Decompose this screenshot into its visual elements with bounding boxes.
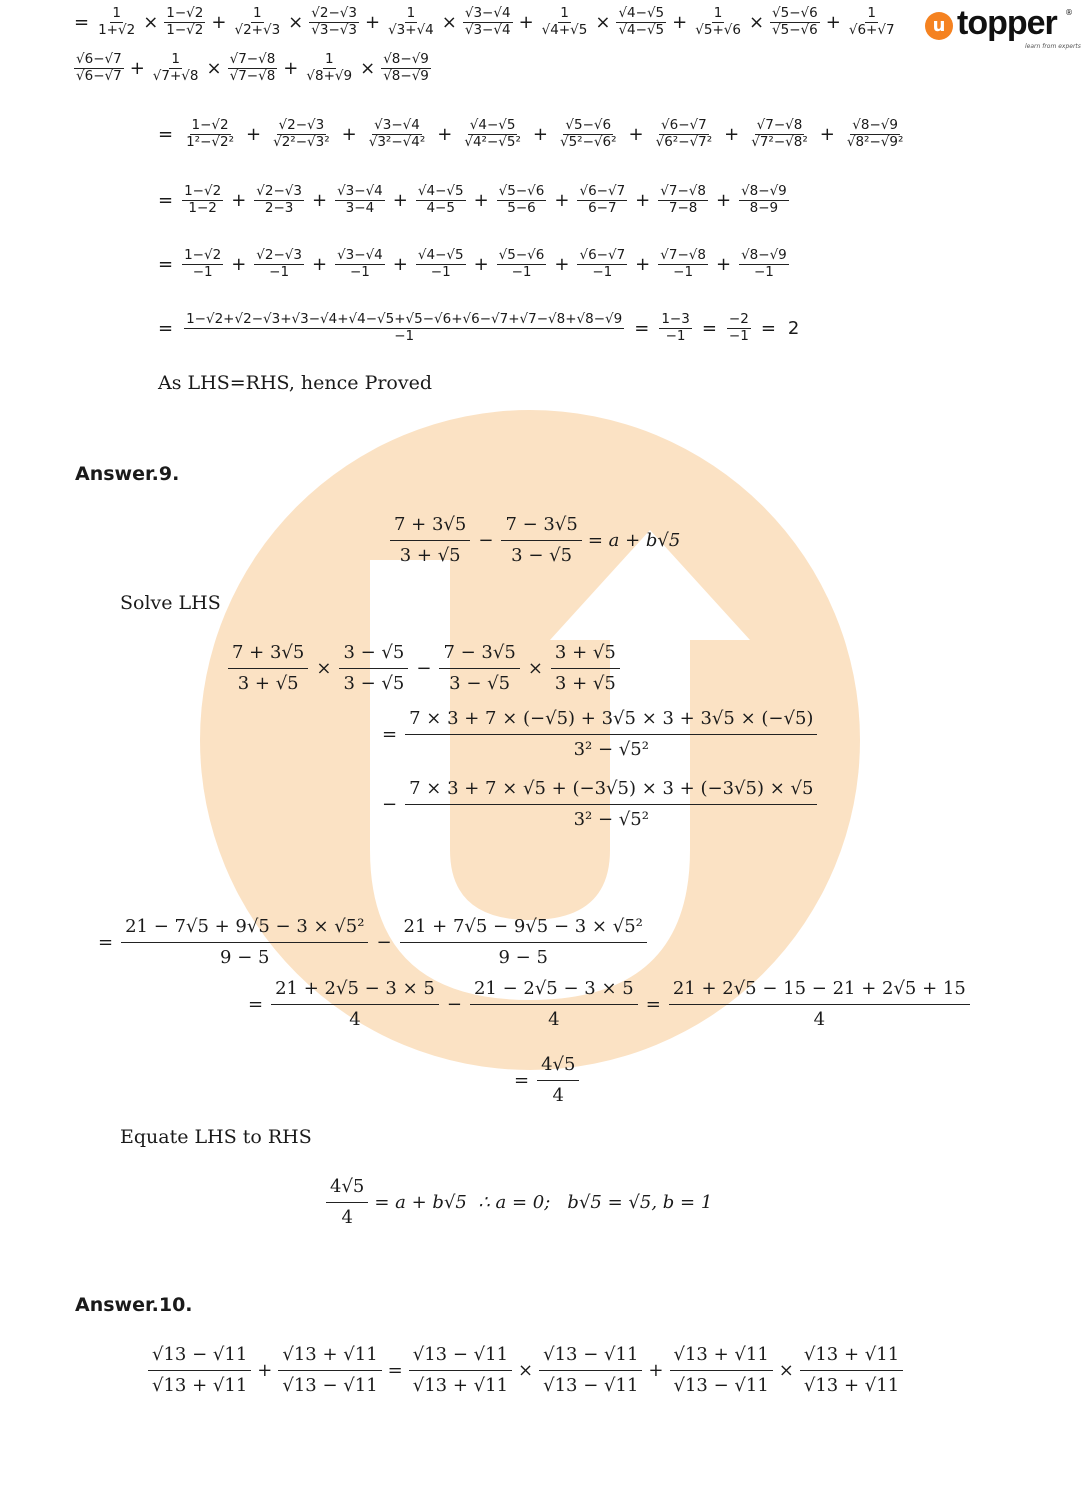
fraction-num: 1 [324,51,334,67]
fraction-num: 21 − 2√5 − 3 × 5 [470,974,638,1005]
fraction-den: 5−6 [507,199,536,216]
fraction-den: −1 [511,263,532,280]
fraction-num: 21 − 7√5 + 9√5 − 3 × √5² [121,912,368,943]
fraction-den: −1 [592,263,613,280]
fraction-den: 4 [349,1008,361,1030]
fraction-den: √3²−√4² [368,133,426,150]
fraction-den: −1 [753,263,774,280]
fraction-den: √5−√6 [772,21,818,38]
fraction-den: 4−5 [426,199,455,216]
fraction-den: 8−9 [749,199,779,216]
fraction-num: 1 [867,5,876,21]
logo-tagline: learn from experts [1025,43,1081,50]
fraction-num: 1 [406,5,416,21]
fraction-den: 3−4 [345,199,375,216]
topper-logo[interactable] [925,6,1085,54]
result-value: 2 [787,317,800,339]
fraction-den: 1²−√2² [186,133,235,150]
q8-step2: = $\frac{1-√2}{1-2}$ + $\frac{√2-√3}{2-3}$ + $\frac{√3-√4}{3-4}$ + $\frac{√4-√5}{4-5}$ + $\frac{√5-√6}{5-6}$ + $\frac{√6-√7}{6-7}$ + $\frac{√7-√8}{7-8}$ + $\frac{√8-√9}{8-9}$ [158,183,787,216]
fraction-den: 3 + √5 [399,544,461,566]
fraction-den: √2²−√3² [273,133,330,150]
fraction-den: 2−3 [264,199,294,216]
fraction-den: −1 [394,327,415,344]
fraction-den: 1−2 [188,199,217,216]
fraction-den: √6+√7 [848,21,895,38]
fraction-den: −1 [673,263,694,280]
fraction-num: √13 − √11 [409,1340,512,1371]
fraction-num: √4−√5 [469,117,516,133]
fraction-den: √3−√3 [311,21,357,38]
fraction-num: √7−√8 [229,51,276,67]
q9-rationalize: $\frac{7 + 3√5}{3 + √5}$ × $\frac{3 - √5}{3 - √5}$ − $\frac{7 - 3√5}{3 - √5}$ × $\frac{3 + √5}{3 + √5}$ [228,638,620,699]
fraction-num: √13 − √11 [148,1340,251,1371]
answer-9-heading: Answer.9. [75,463,180,485]
fraction-den: √6−√7 [76,67,122,84]
fraction-num: −2 [728,311,749,327]
q9-step4: = $\frac{21 + 2√5 - 3 \times 5}{4}$ − $\frac{21 - 2√5 - 3 \times 5}{4}$ = $\frac{21 + 2√5 - 15 - 21 + 2√5 + 15}{4}$ [246,974,970,1035]
fraction-den: 3 + √5 [554,672,616,694]
q8-conclusion: As LHS=RHS, hence Proved [158,372,433,394]
fraction-den: 9 − 5 [220,946,270,968]
fraction-den: √4²−√5² [464,133,521,150]
fraction-num: √3−√4 [337,183,383,199]
fraction-num: √6−√7 [76,51,122,67]
given-rhs: = a + b√5 [587,529,681,551]
equate-label: Equate LHS to RHS [120,1126,312,1148]
fraction-num: √6−√7 [579,247,626,263]
fraction-num: 7 × 3 + 7 × √5 + (−3√5) × 3 + (−3√5) × √5 [405,774,817,805]
fraction-num: 1−√2 [184,183,222,199]
fraction-den: 4 [548,1008,560,1030]
fraction-den: √3+√4 [388,21,434,38]
fraction-num: 7 − 3√5 [501,510,581,541]
fraction-den: −1 [269,263,290,280]
fraction-num: √13 + √11 [800,1340,903,1371]
fraction-num: 1 [171,51,180,67]
fraction-num: √13 + √11 [278,1340,381,1371]
fraction-num: √3−√4 [374,117,420,133]
fraction-den: √8²−√9² [846,133,904,150]
fraction-den: √4−√5 [618,21,665,38]
fraction-num: √2−√3 [278,117,325,133]
fraction-num: √4−√5 [417,183,464,199]
fraction-den: 4 [552,1084,564,1106]
fraction-num: √2−√3 [256,183,302,199]
fraction-num: 4√5 [537,1050,579,1081]
q8-step4: = $\frac{1-√2+√2-√3+√3-√4+√4-√5+√5-√6+√6-√7+√7-√8+√8-√9}{-1}$ = $\frac{1-3}{-1}$ = $\frac{-2}{-1}$ = 2 [158,311,800,344]
fraction-num: 3 + √5 [551,638,620,669]
fraction-den: −1 [349,263,370,280]
fraction-num: 3 − √5 [339,638,408,669]
fraction-den: −1 [430,263,451,280]
logo-name: topper [957,4,1057,42]
fraction-den: √13 − √11 [282,1374,378,1396]
fraction-num: 7 + 3√5 [390,510,470,541]
answer-10-heading: Answer.10. [75,1294,193,1316]
fraction-num: 1 [713,5,723,21]
fraction-den: 6−7 [588,199,617,216]
fraction-num: 1−√2+√2−√3+√3−√4+√4−√5+√5−√6+√6−√7+√7−√8+√8−√9 [186,311,623,327]
fraction-den: √7²−√8² [751,133,808,150]
fraction-num: 1−√2 [184,247,222,263]
fraction-den: 3² − √5² [573,738,649,760]
q8-expression-row2: $\frac{√6-√7}{√6-√7}$ + $\frac{1}{√7+√8}$ × $\frac{√7-√8}{√7-√8}$ + $\frac{1}{√8+√9}$ × $\frac{√8-√9}{√8-√9}$ [76,51,429,84]
fraction-den: −1 [665,327,686,344]
fraction-den: −1 [728,327,749,344]
fraction-num: 1 [253,5,262,21]
fraction-num: 1−√2 [166,5,204,21]
fraction-den: 3 − √5 [449,672,511,694]
fraction-num: √6−√7 [579,183,626,199]
fraction-den: √13 + √11 [803,1374,900,1396]
fraction-num: 7 − 3√5 [439,638,519,669]
fraction-num: √4−√5 [417,247,464,263]
solve-lhs-label: Solve LHS [120,592,221,614]
fraction-num: 21 + 7√5 − 9√5 − 3 × √5² [400,912,647,943]
fraction-num: 1 [112,5,121,21]
fraction-num: √5−√6 [498,247,545,263]
fraction-den: 4 [813,1008,826,1030]
q9-step3: = $\frac{\text{21 − 7√5 + 9√5 − 3 × √5²}}{9 - 5}$ − $\frac{\text{21 + 7√5 − 9√5 − 3 × √5²}}{9 - 5}$ [96,912,647,973]
fraction-den: 3 − √5 [343,672,405,694]
fraction-num: 21 + 2√5 − 3 × 5 [271,974,439,1005]
fraction-num: √13 − √11 [539,1340,642,1371]
q10-expression: $\frac{√13 - √11}{√13 + √11}$ + $\frac{√13 + √11}{√13 - √11}$ = $\frac{√13 - √11}{√13 + √11}$ × $\frac{√13 - √11}{√13 - √11}$ + $\frac{√13 + √11}{√13 - √11}$ × $\frac{√13 + √11}{√13 + √11}$ [148,1340,903,1401]
fraction-den: √13 − √11 [543,1374,639,1396]
q8-step1: = $\frac{1-√2}{\text{1²−√2²}}$ + $\frac{√2-√3}{\text{√2²−√3²}}$ + $\frac{√3-√4}{\text{√3²−√4²}}$ + $\frac{√4-√5}{\text{√4²−√5²}}$ + $\frac{√5-√6}{\text{√5²−√6²}}$ + $\frac{√6-√7}{\text{√6²−√7²}}$ + $\frac{√7-√8}{\text{√7²−√8²}}$ + $\frac{√8-√9}{\text{√8²−√9²}}$ [158,117,904,150]
fraction-num: √8−√9 [852,117,898,133]
fraction-num: √8−√9 [741,183,787,199]
fraction-den: √6²−√7² [655,133,713,150]
fraction-num: √3−√4 [337,247,383,263]
fraction-den: 7−8 [668,199,698,216]
q9-expand-1: = $\frac{7 \times 3 + 7 \times (-√5) + 3√5 \times 3 + 3√5 \times (-√5)}{\text{3² − √5²}}$ [380,704,817,765]
fraction-num: √8−√9 [741,247,787,263]
fraction-den: 4 [341,1206,353,1228]
fraction-num: 1−√2 [191,117,229,133]
q9-given: $\frac{7 + 3√5}{3 + √5}$ − $\frac{7 - 3√5}{3 - √5}$ = a + b√5 [390,510,680,571]
fraction-den: √5²−√6² [559,133,617,150]
fraction-den: √7−√8 [229,67,276,84]
logo-icon: u [925,12,953,40]
fraction-num: √7−√8 [756,117,803,133]
fraction-den: 3² − √5² [573,808,649,830]
fraction-den: √13 + √11 [152,1374,248,1396]
fraction-num: √3−√4 [464,5,511,21]
fraction-num: √7−√8 [660,247,706,263]
fraction-den: √5+√6 [695,21,741,38]
fraction-den: √8−√9 [383,67,429,84]
fraction-den: √2+√3 [234,21,281,38]
fraction-num: 7 + 3√5 [228,638,308,669]
q8-expression-row1: = $\frac{1}{1+√2}$ × $\frac{1-√2}{1-√2}$ + $\frac{1}{√2+√3}$ × $\frac{√2-√3}{√3-√3}$ + $\frac{1}{√3+√4}$ × $\frac{√3-√4}{√3-√4}$ + $\frac{1}{√4+√5}$ × $\frac{√4-√5}{√4-√5}$ + $\frac{1}{√5+√6}$ × $\frac{√5-√6}{√5-√6}$ + $\frac{1}{√6+√7}$ [74,5,895,38]
fraction-den: 3 − √5 [511,544,573,566]
fraction-den: √13 + √11 [412,1374,509,1396]
fraction-den: 3 + √5 [237,672,299,694]
q9-final [326,1172,712,1233]
fraction-num: 4√5 [326,1172,368,1203]
fraction-num: √13 + √11 [670,1340,773,1371]
q8-step3: = $\frac{1-√2}{-1}$ + $\frac{√2-√3}{-1}$ + $\frac{√3-√4}{-1}$ + $\frac{√4-√5}{-1}$ + $\frac{√5-√6}{-1}$ + $\frac{√6-√7}{-1}$ + $\frac{√7-√8}{-1}$ + $\frac{√8-√9}{-1}$ [158,247,787,280]
fraction-num: 7 × 3 + 7 × (−√5) + 3√5 × 3 + 3√5 × (−√5) [405,704,817,735]
fraction-den: 9 − 5 [498,946,548,968]
logo-registered-mark: ® [1065,8,1073,17]
fraction-den: −1 [192,263,213,280]
q9-expand-2: − $\frac{7 \times 3 + 7 \times √5 + (-3√5) \times 3 + (-3√5) \times √5}{\text{3² − √5²}}$ [380,774,817,835]
fraction-num: √7−√8 [660,183,706,199]
fraction-den: 1+√2 [98,21,136,38]
fraction-num: √4−√5 [618,5,665,21]
fraction-den: √4+√5 [541,21,588,38]
fraction-num: 1−3 [661,311,690,327]
final-statement: = a + b√5 ∴ a = 0; b√5 = √5, b = 1 [374,1191,713,1213]
fraction-den: √3−√4 [464,21,511,38]
fraction-num: √8−√9 [383,51,429,67]
fraction-num: √5−√6 [772,5,818,21]
q9-step5: = $\frac{4√5}{4}$ [512,1050,579,1111]
fraction-num: √2−√3 [311,5,357,21]
fraction-num: √6−√7 [661,117,707,133]
fraction-num: √5−√6 [565,117,612,133]
fraction-den: √7+√8 [152,67,199,84]
fraction-den: √13 − √11 [673,1374,769,1396]
fraction-num: 21 + 2√5 − 15 − 21 + 2√5 + 15 [669,974,970,1005]
fraction-den: √8+√9 [306,67,353,84]
fraction-num: √5−√6 [498,183,545,199]
fraction-num: 1 [560,5,569,21]
fraction-num: √2−√3 [256,247,302,263]
fraction-den: 1−√2 [166,21,204,38]
